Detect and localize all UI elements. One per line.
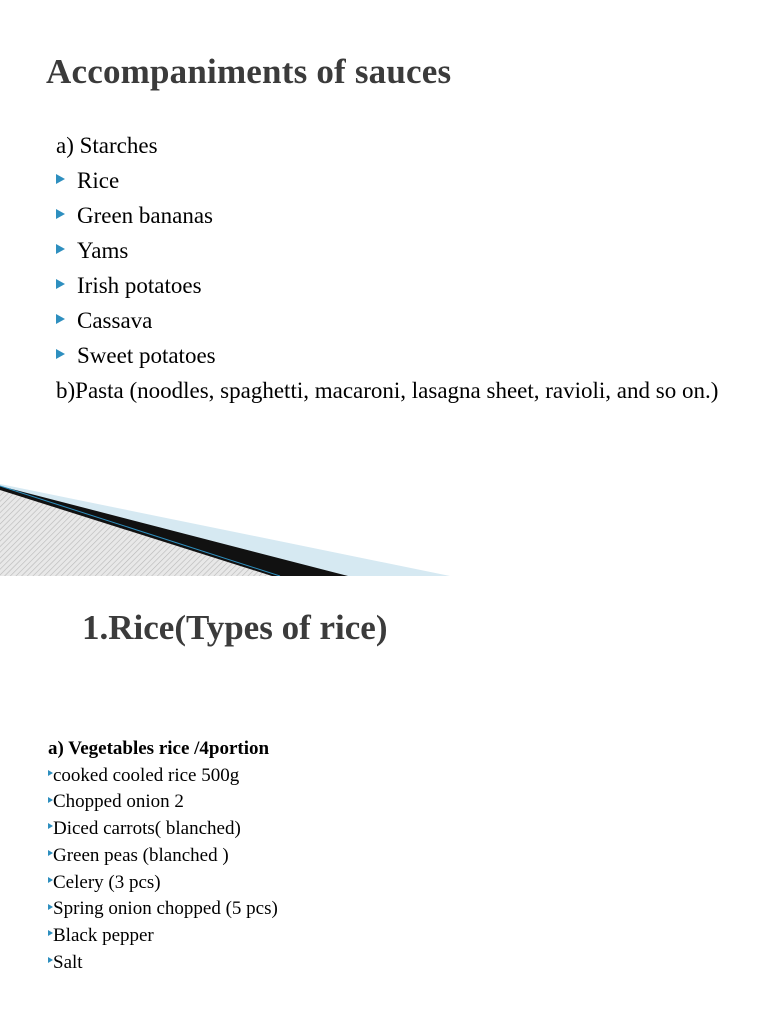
list-item: Celery (3 pcs) [48, 870, 278, 897]
list-item: Diced carrots( blanched) [48, 816, 278, 843]
list-item: Irish potatoes [56, 268, 736, 303]
triangle-bullet-icon [56, 209, 65, 219]
list-item: Green bananas [56, 198, 736, 233]
list-item: Green peas (blanched ) [48, 843, 278, 870]
section-a-heading: a) Starches [56, 133, 158, 158]
list-item: Chopped onion 2 [48, 789, 278, 816]
list-item: Cassava [56, 303, 736, 338]
subheading: a) Vegetables rice /4portion [48, 738, 270, 759]
slide-body [48, 736, 278, 976]
triangle-bullet-icon [56, 174, 65, 184]
section-b-text: Pasta (noodles, spaghetti, macaroni, lasagna sheet, ravioli, and so on.) [75, 378, 719, 403]
decorative-swoosh [0, 484, 768, 576]
triangle-bullet-icon [56, 314, 65, 324]
list-item: Rice [56, 163, 736, 198]
slide-2 [0, 576, 768, 1024]
slide-title: 1.Rice(Types of rice) [82, 608, 388, 647]
triangle-bullet-icon [56, 349, 65, 359]
section-b-label: b) [56, 378, 76, 403]
list-item: Sweet potatoes [56, 338, 736, 373]
slide-title: Accompaniments of sauces [46, 52, 452, 91]
list-item: Black pepper [48, 923, 278, 950]
list-item: Spring onion chopped (5 pcs) [48, 896, 278, 923]
list-item: cooked cooled rice 500g [48, 763, 278, 790]
section-b [56, 375, 736, 406]
list-item: Salt [48, 950, 278, 977]
list-item: Yams [56, 233, 736, 268]
triangle-bullet-icon [56, 279, 65, 289]
slide-body [56, 128, 736, 406]
triangle-bullet-icon [56, 244, 65, 254]
